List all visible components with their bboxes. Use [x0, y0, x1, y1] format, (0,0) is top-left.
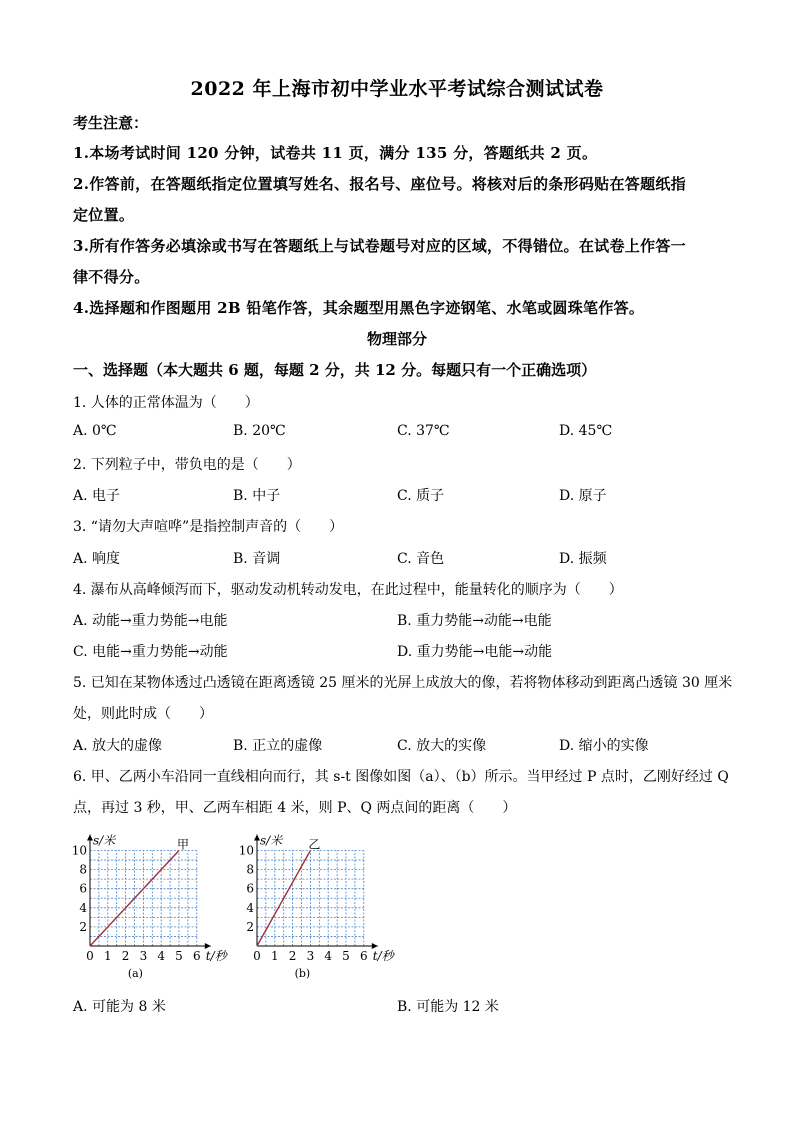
- chart-a-y-tick: 4: [79, 900, 87, 915]
- q2-option-b: B. 中子: [233, 488, 281, 504]
- chart-a-x-tick: 2: [121, 949, 130, 963]
- question-5-cont: 处，则此时成（ ）: [73, 706, 213, 722]
- q5-option-d: D. 缩小的实像: [559, 738, 649, 754]
- question-3: 3. “请勿大声喧哗”是指控制声音的（ ）: [73, 519, 344, 535]
- q2-option-c: C. 质子: [397, 488, 445, 504]
- chart-b-x-tick: 3: [306, 949, 315, 963]
- chart-a-x-tick: 6: [192, 949, 201, 963]
- q5-option-c: C. 放大的实像: [397, 738, 487, 754]
- notice-line-2-cont: 定位置。: [73, 206, 135, 224]
- chart-a-y-tick: 6: [79, 881, 87, 896]
- q3-option-a: A. 响度: [73, 551, 121, 567]
- q1-option-c: C. 37℃: [397, 423, 450, 439]
- question-4: 4. 瀑布从高峰倾泻而下，驱动发动机转动发电，在此过程中，能量转化的顺序为（ ）: [73, 582, 623, 598]
- page-title: 2022 年上海市初中学业水平考试综合测试试卷: [190, 78, 604, 100]
- chart-a-y-tick: 10: [71, 843, 87, 858]
- q2-option-d: D. 原子: [559, 488, 607, 504]
- question-6: 6. 甲、乙两小车沿同一直线相向而行，其 s-t 图像如图（a）、（b）所示。当甲经过 P 点时，乙刚好经过 Q: [73, 769, 729, 785]
- q5-option-a: A. 放大的虚像: [73, 738, 163, 754]
- chart-a: [70, 825, 240, 985]
- question-1: 1. 人体的正常体温为（ ）: [73, 395, 259, 411]
- q1-option-a: A. 0℃: [73, 423, 117, 439]
- q4-option-b: B. 重力势能→动能→电能: [397, 613, 552, 629]
- part-heading: 一、选择题（本大题共 6 题，每题 2 分，共 12 分。每题只有一个正确选项）: [73, 361, 597, 379]
- chart-a-x-tick: 3: [139, 949, 148, 963]
- q6-option-b: B. 可能为 12 米: [397, 999, 499, 1015]
- question-5: 5. 已知在某物体透过凸透镜在距离透镜 25 厘米的光屏上成放大的像，若将物体移动到距离凸透镜 30 厘米: [73, 675, 733, 691]
- q4-option-d: D. 重力势能→电能→动能: [397, 644, 553, 660]
- chart-a-x-tick: 5: [175, 949, 183, 963]
- notice-line-3-cont: 律不得分。: [73, 268, 150, 286]
- chart-b-y-tick: 8: [246, 862, 254, 877]
- question-2: 2. 下列粒子中，带负电的是（ ）: [73, 457, 301, 473]
- chart-b-y-label: s/米: [260, 833, 283, 848]
- chart-b-caption: (b): [294, 967, 311, 980]
- q6-option-a: A. 可能为 8 米: [73, 999, 166, 1015]
- chart-a-series-label: 甲: [177, 837, 190, 852]
- q2-option-a: A. 电子: [73, 488, 121, 504]
- chart-b-y-tick: 2: [246, 919, 254, 934]
- notice-line-4: 4.选择题和作图题用 2B 铅笔作答，其余题型用黑色字迹钢笔、水笔或圆珠笔作答。: [73, 299, 645, 317]
- chart-b: [237, 825, 412, 985]
- chart-a-x-label: t/秒: [205, 949, 227, 963]
- chart-a-y-tick: 2: [79, 919, 87, 934]
- notice-line-2: 2.作答前，在答题纸指定位置填写姓名、报名号、座位号。将核对后的条形码贴在答题纸指: [73, 175, 686, 193]
- q4-option-c: C. 电能→重力势能→动能: [73, 644, 228, 660]
- notice-line-1: 1.本场考试时间 120 分钟，试卷共 11 页，满分 135 分，答题纸共 2 页。: [73, 144, 598, 162]
- q4-option-a: A. 动能→重力势能→电能: [73, 613, 228, 629]
- q3-option-b: B. 音调: [233, 551, 281, 567]
- chart-b-y-tick: 6: [246, 881, 254, 896]
- chart-a-x-tick: 1: [103, 949, 112, 963]
- chart-b-x-tick: 1: [270, 949, 279, 963]
- chart-b-x-tick: 4: [324, 949, 333, 963]
- notice-line-3: 3.所有作答务必填涂或书写在答题纸上与试卷题号对应的区域，不得错位。在试卷上作答一: [73, 237, 686, 255]
- chart-a-y-label: s/米: [93, 833, 116, 848]
- chart-a-x-tick: 4: [157, 949, 166, 963]
- chart-b-x-label: t/秒: [372, 949, 394, 963]
- q3-option-d: D. 振频: [559, 551, 607, 567]
- section-title: 物理部分: [366, 330, 427, 348]
- q3-option-c: C. 音色: [397, 551, 445, 567]
- q1-option-b: B. 20℃: [233, 423, 286, 439]
- q5-option-b: B. 正立的虚像: [233, 738, 323, 754]
- chart-b-series-label: 乙: [308, 837, 321, 852]
- notice-heading: 考生注意：: [73, 114, 149, 132]
- chart-a-caption: (a): [127, 967, 143, 980]
- chart-b-x-tick: 2: [288, 949, 297, 963]
- q1-option-d: D. 45℃: [559, 423, 613, 439]
- chart-b-x-tick: 5: [342, 949, 350, 963]
- chart-b-x-tick: 0: [253, 949, 261, 963]
- chart-b-y-tick: 10: [238, 843, 254, 858]
- chart-b-x-tick: 6: [359, 949, 368, 963]
- question-6-cont: 点，再过 3 秒，甲、乙两车相距 4 米，则 P、Q 两点间的距离（ ）: [73, 800, 517, 816]
- chart-a-x-tick: 0: [86, 949, 94, 963]
- chart-a-y-tick: 8: [79, 862, 87, 877]
- chart-b-y-tick: 4: [246, 900, 254, 915]
